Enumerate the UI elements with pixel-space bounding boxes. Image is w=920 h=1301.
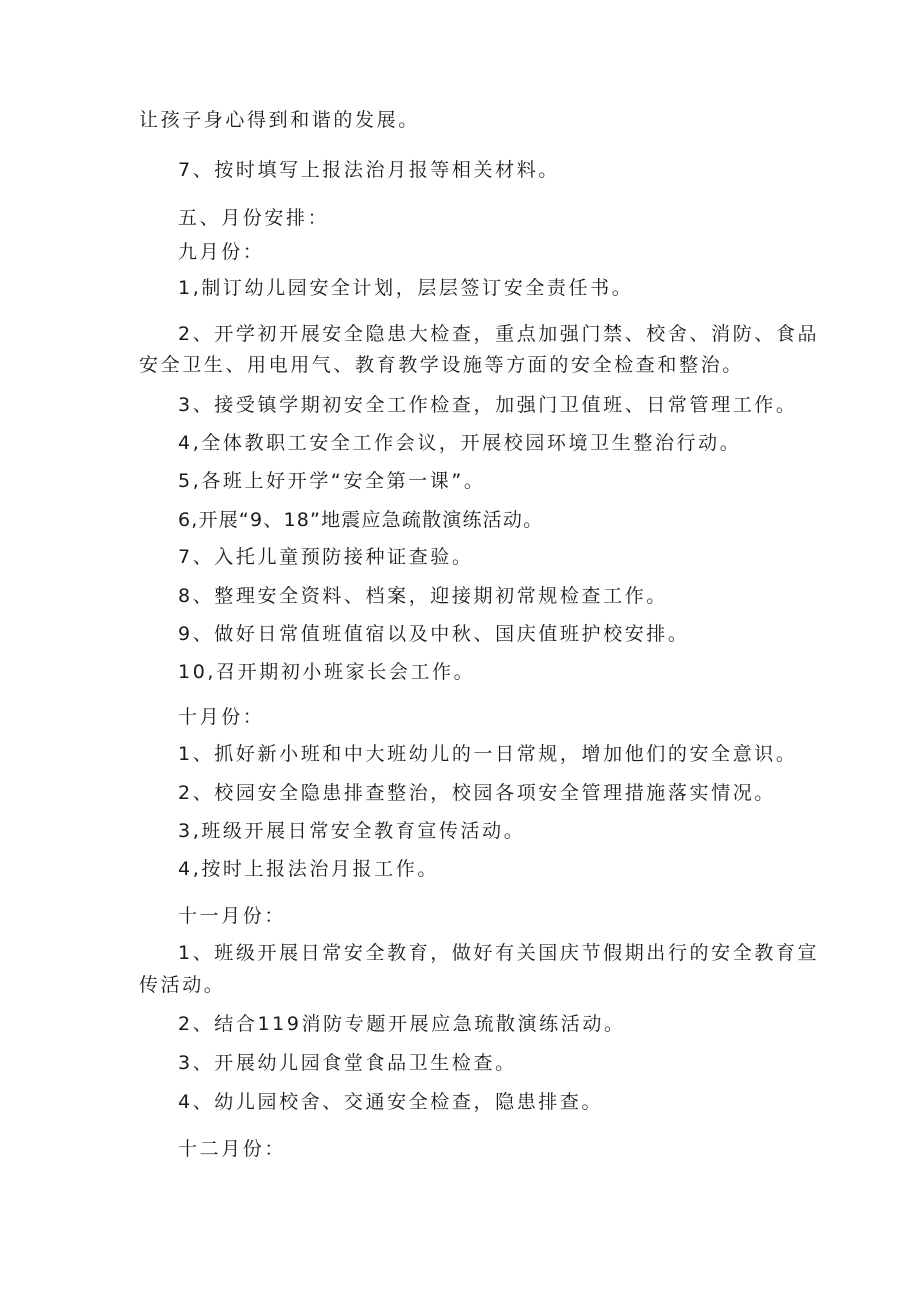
list-item: 7、入托儿童预防接种证查验。 bbox=[178, 546, 474, 568]
list-item: 7、按时填写上报法治月报等相关材料。 bbox=[178, 159, 560, 181]
section-heading: 五、月份安排： bbox=[178, 207, 330, 229]
month-heading-december: 十二月份： bbox=[178, 1138, 287, 1160]
list-item: 10,召开期初小班家长会工作。 bbox=[178, 661, 476, 683]
list-item: 4,全体教职工安全工作会议，开展校园环境卫生整治行动。 bbox=[178, 432, 742, 454]
list-item: 2、开学初开展安全隐患大检查，重点加强门禁、校舍、消防、食品 bbox=[178, 323, 820, 345]
list-item-continuation: 安全卫生、用电用气、教育教学设施等方面的安全检查和整治。 bbox=[139, 354, 744, 376]
month-heading-september: 九月份： bbox=[178, 241, 265, 263]
list-item: 3、接受镇学期初安全工作检查，加强门卫值班、日常管理工作。 bbox=[178, 394, 798, 416]
list-item: 1、班级开展日常安全教育，做好有关国庆节假期出行的安全教育宣 bbox=[178, 942, 820, 964]
list-item: 1,制订幼儿园安全计划，层层签订安全责任书。 bbox=[178, 277, 634, 299]
list-item: 2、校园安全隐患排查整治，校园各项安全管理措施落实情况。 bbox=[178, 782, 776, 804]
list-item: 2、结合119消防专题开展应急琉散演练活动。 bbox=[178, 1013, 626, 1035]
list-item: 6,开展“9、18”地震应急疏散演练活动。 bbox=[178, 509, 544, 531]
list-item: 3,班级开展日常安全教育宣传活动。 bbox=[178, 820, 526, 842]
list-item-continuation: 传活动。 bbox=[139, 974, 226, 996]
list-item: 8、整理安全资料、档案，迎接期初常规检查工作。 bbox=[178, 585, 668, 607]
list-item: 9、做好日常值班值宿以及中秋、国庆值班护校安排。 bbox=[178, 623, 690, 645]
month-heading-october: 十月份： bbox=[178, 706, 265, 728]
list-item: 4,按时上报法治月报工作。 bbox=[178, 858, 439, 880]
list-item: 5,各班上好开学“安全第一课”。 bbox=[178, 470, 486, 492]
paragraph-continuation: 让孩子身心得到和谐的发展。 bbox=[139, 109, 420, 131]
month-heading-november: 十一月份： bbox=[178, 905, 287, 927]
list-item: 1、抓好新小班和中大班幼儿的一日常规，增加他们的安全意识。 bbox=[178, 743, 798, 765]
list-item: 4、幼儿园校舍、交通安全检查，隐患排查。 bbox=[178, 1091, 604, 1113]
list-item: 3、开展幼儿园食堂食品卫生检查。 bbox=[178, 1052, 517, 1074]
